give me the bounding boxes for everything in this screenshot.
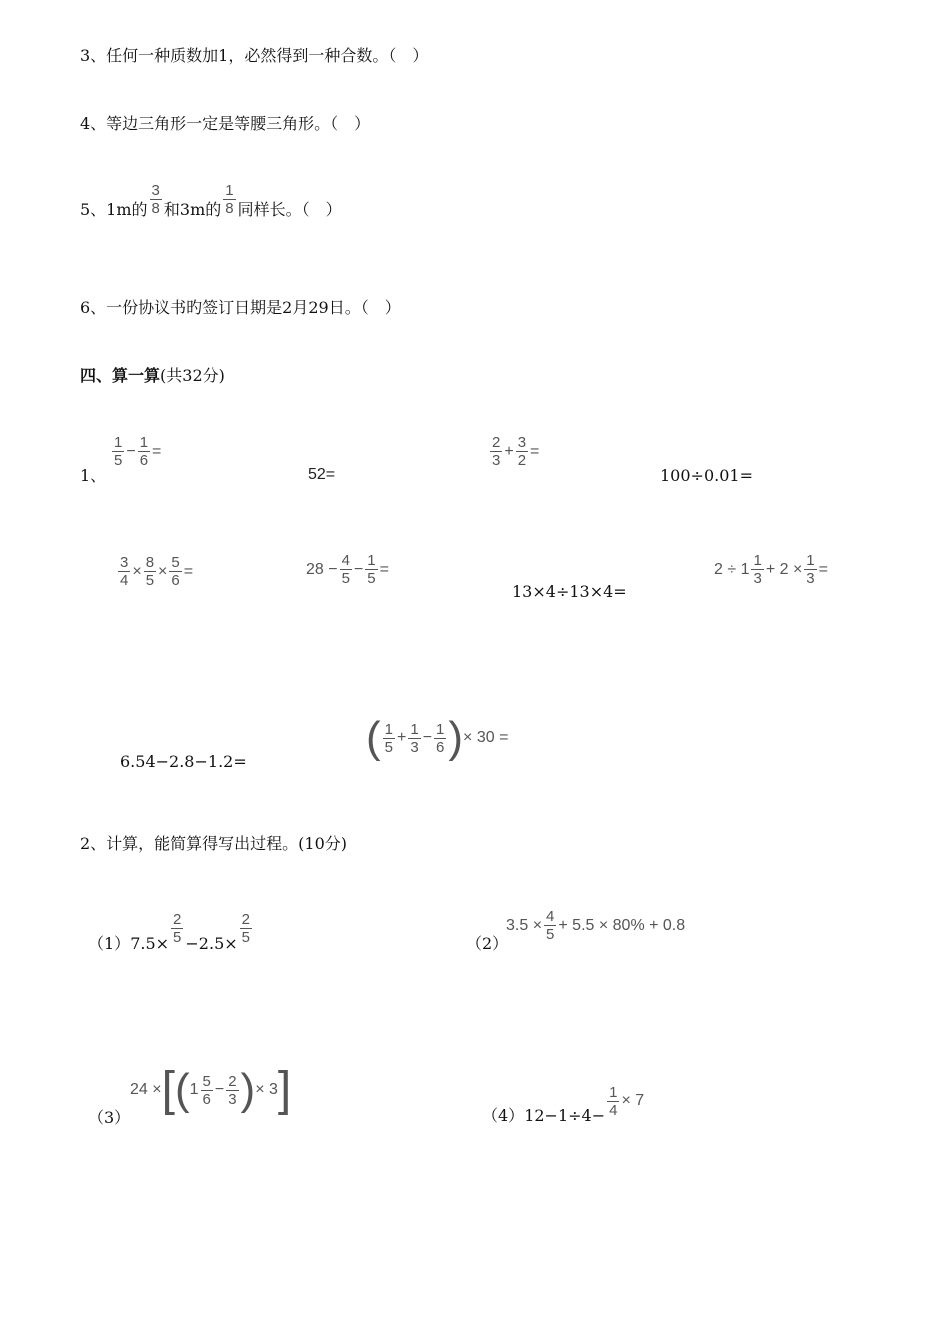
p4-tail: × 7 xyxy=(621,1092,645,1109)
frac xyxy=(118,554,130,589)
den: 5 xyxy=(546,926,555,943)
operator: + xyxy=(504,442,514,460)
problem-1 xyxy=(88,902,254,954)
section-title xyxy=(80,366,225,386)
mixed-number xyxy=(190,1073,215,1108)
expr-8 xyxy=(714,552,828,587)
frac xyxy=(751,552,763,587)
frac xyxy=(240,911,252,946)
tail: × 30 = xyxy=(463,729,509,746)
section-score: (共32分) xyxy=(160,366,225,385)
den: 6 xyxy=(139,452,149,469)
question-6: 6、一份协议书旳签订日期是2月29日。（ ） xyxy=(80,298,401,317)
den: 3 xyxy=(492,452,501,469)
num: 4 xyxy=(341,552,350,569)
p4-label: （4） xyxy=(482,1106,525,1125)
q5-fraction-1 xyxy=(150,182,162,217)
den: 4 xyxy=(609,1101,618,1119)
frac xyxy=(544,908,556,943)
num: 1 xyxy=(806,552,815,569)
frac xyxy=(340,552,352,587)
lead: 2 ÷ 1 xyxy=(714,560,750,578)
operator: − xyxy=(214,1081,225,1098)
p2-b: + 5.5 × 80% + 0.8 xyxy=(558,916,686,934)
q5-text-mid: 和3m的 xyxy=(163,200,222,219)
frac xyxy=(408,721,420,756)
equals: = xyxy=(152,442,162,460)
operator: × xyxy=(158,562,168,580)
num: 1 xyxy=(753,552,762,569)
frac xyxy=(112,434,124,469)
den: 6 xyxy=(171,572,180,589)
operator: − xyxy=(422,729,433,746)
lead: 28 − xyxy=(306,560,338,578)
frac xyxy=(383,721,395,756)
left-paren: ( xyxy=(174,1065,190,1114)
num: 3 xyxy=(517,434,527,451)
expr-3 xyxy=(488,432,539,469)
left-bracket: [ xyxy=(161,1063,175,1116)
p1-label: （1） xyxy=(88,934,131,953)
problem-3-label: （3） xyxy=(88,1108,131,1127)
den: 5 xyxy=(114,452,123,469)
num: 1 xyxy=(384,720,393,738)
den: 3 xyxy=(753,570,762,587)
p2-a: 3.5 × xyxy=(506,916,543,934)
q5-f2-den: 8 xyxy=(225,199,234,217)
expr-5 xyxy=(116,552,193,589)
q5-text-pre: 5、1m的 xyxy=(80,200,148,219)
operator: − xyxy=(353,560,364,578)
right-bracket: ] xyxy=(277,1063,292,1116)
num: 4 xyxy=(546,908,555,925)
q5-f1-den: 8 xyxy=(151,199,160,217)
frac xyxy=(804,552,816,587)
den: 5 xyxy=(367,570,376,587)
tail: × 3 xyxy=(255,1081,278,1098)
frac xyxy=(144,554,156,589)
operator: × xyxy=(132,562,142,580)
whole: 1 xyxy=(189,1081,199,1098)
p1-a: 7.5× xyxy=(130,934,170,953)
den: 5 xyxy=(241,928,250,946)
problem-3 xyxy=(130,1063,292,1116)
expr-7: 13×4÷13×4= xyxy=(512,582,627,601)
equals: = xyxy=(379,560,389,578)
p3-a: 24 × xyxy=(130,1081,162,1098)
question-5 xyxy=(80,178,342,220)
expr-6 xyxy=(306,552,389,587)
part2-title: 2、计算，能简算得写出过程。(10分) xyxy=(80,834,348,853)
operator: + xyxy=(397,729,407,746)
problem-4 xyxy=(482,1076,644,1126)
frac xyxy=(201,1073,213,1108)
expr-2: 52= xyxy=(308,466,336,483)
num: 5 xyxy=(171,554,180,571)
num: 2 xyxy=(173,910,182,928)
p1-b: −2.5× xyxy=(185,934,238,953)
num: 1 xyxy=(139,434,149,451)
expr-4: 100÷0.01= xyxy=(660,466,753,485)
equals: = xyxy=(530,442,540,460)
question-4: 4、等边三角形一定是等腰三角形。（ ） xyxy=(80,114,371,133)
frac xyxy=(516,434,528,469)
den: 5 xyxy=(145,572,155,589)
left-paren: ( xyxy=(366,713,381,762)
num: 1 xyxy=(410,720,419,738)
right-paren: ) xyxy=(240,1065,256,1114)
num: 5 xyxy=(202,1072,211,1090)
den: 6 xyxy=(202,1090,211,1108)
num: 2 xyxy=(228,1072,237,1090)
operator: − xyxy=(126,442,136,460)
den: 4 xyxy=(120,572,129,589)
equals: = xyxy=(818,560,828,578)
expr-1 xyxy=(110,432,161,469)
section-title-text: 四、算一算 xyxy=(80,366,161,385)
frac xyxy=(434,721,446,756)
num: 1 xyxy=(609,1083,618,1101)
q5-text-post: 同样长。（ ） xyxy=(237,200,342,219)
num: 1 xyxy=(114,434,123,451)
problem-2-label: （2） xyxy=(466,934,509,953)
den: 3 xyxy=(410,738,419,756)
den: 5 xyxy=(384,738,393,756)
num: 8 xyxy=(145,554,155,571)
equals: = xyxy=(183,562,194,580)
num: 2 xyxy=(241,910,250,928)
den: 5 xyxy=(341,570,350,587)
num: 1 xyxy=(436,720,445,738)
frac xyxy=(171,911,183,946)
frac xyxy=(607,1084,619,1119)
den: 5 xyxy=(173,928,182,946)
den: 6 xyxy=(436,738,445,756)
num: 3 xyxy=(120,554,129,571)
part1-label: 1、 xyxy=(80,466,107,485)
den: 2 xyxy=(517,452,527,469)
q5-f1-num: 3 xyxy=(151,181,160,199)
num: 2 xyxy=(492,434,501,451)
q5-fraction-2 xyxy=(223,182,235,217)
frac xyxy=(226,1073,238,1108)
frac xyxy=(169,554,181,589)
expr-10 xyxy=(366,713,509,762)
den: 3 xyxy=(228,1090,237,1108)
den: 3 xyxy=(806,570,815,587)
frac xyxy=(490,434,502,469)
right-paren: ) xyxy=(448,713,464,762)
q5-f2-num: 1 xyxy=(225,181,234,199)
question-3: 3、任何一种质数加1，必然得到一种合数。（ ） xyxy=(80,46,429,65)
num: 1 xyxy=(367,552,376,569)
frac xyxy=(365,552,377,587)
p4-a: 12−1÷4− xyxy=(524,1106,606,1125)
problem-2 xyxy=(506,908,685,943)
expr-9: 6.54−2.8−1.2= xyxy=(120,752,247,771)
frac xyxy=(138,434,150,469)
middle: + 2 × xyxy=(765,560,803,578)
